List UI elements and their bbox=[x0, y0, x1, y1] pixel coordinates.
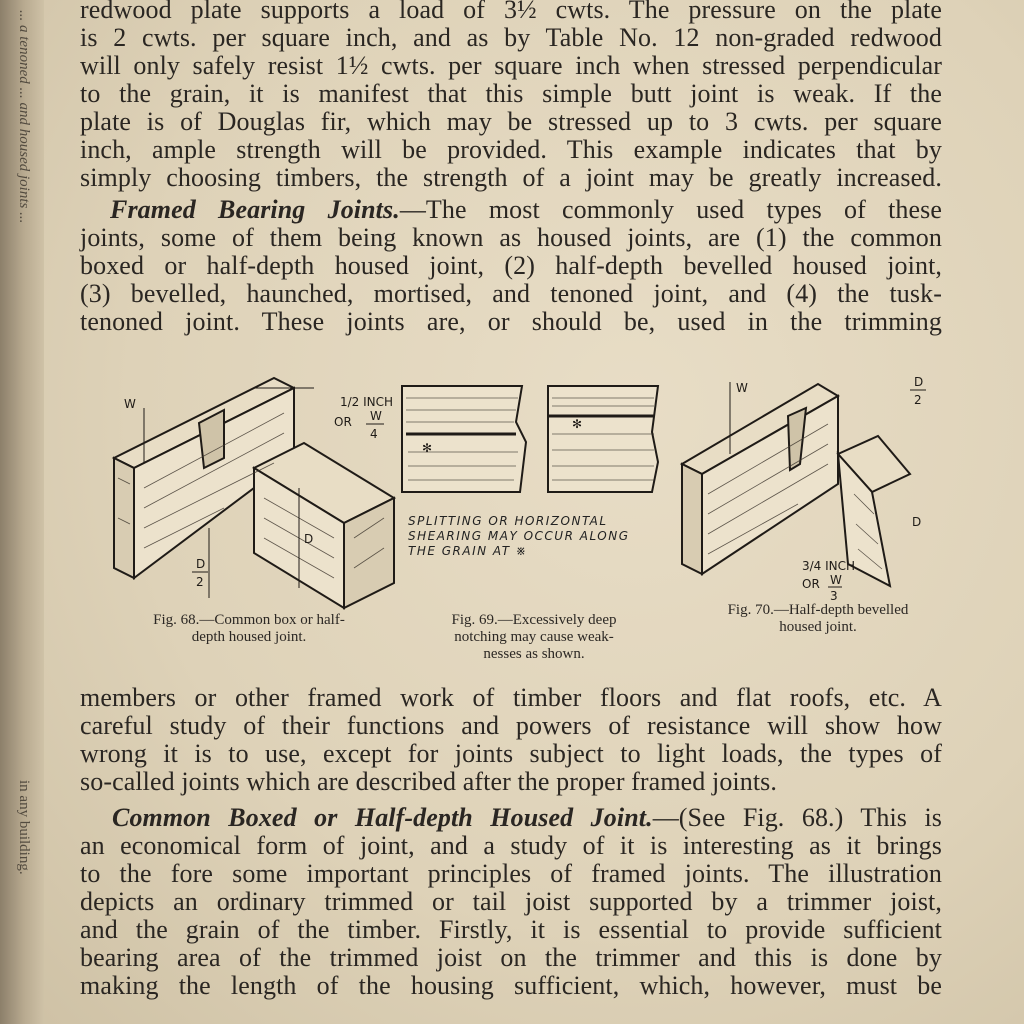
body-line: is 2 cwts. per square inch, and as by Table No. 12 non-graded redwood bbox=[80, 23, 942, 52]
fig-70-label-w-den: 3 bbox=[830, 589, 838, 603]
fig-68-label-d2-den: 2 bbox=[196, 575, 204, 589]
body-line: simply choosing timbers, the strength of a joint may be greatly increased. bbox=[80, 163, 942, 192]
fig-68-drawing bbox=[104, 368, 404, 618]
fig-70-label-d: D bbox=[912, 515, 922, 529]
fig-70-illustration bbox=[678, 374, 968, 604]
body-line: (3) bevelled, haunched, mortised, and tenoned joint, and (4) the tusk- bbox=[80, 279, 942, 308]
boxed-joint-line: Common Boxed or Half-depth Housed Joint.—(See Fig. 68.) This is bbox=[112, 803, 942, 832]
fig-69-caption: Fig. 69.—Excessively deep notching may cause weak- nesses as shown. bbox=[451, 612, 617, 662]
body-line: bearing area of the trimmed joist on the trimmer and this is done by bbox=[80, 943, 942, 972]
fig-70-label-d2-num: D bbox=[914, 375, 924, 389]
fig-70-label-34: 3/4 INCH bbox=[802, 559, 856, 573]
body-line: to the fore some important principles of framed joints. The illustration bbox=[80, 859, 942, 888]
body-line: to the grain, it is manifest that this simple butt joint is weak. If the bbox=[80, 79, 942, 108]
fig-68-label-w-num: W bbox=[370, 409, 382, 423]
fig-68-label-or: OR bbox=[334, 415, 352, 429]
gutter-text-bottom: in any building. bbox=[16, 780, 32, 875]
fig-69-marker-1: ✻ bbox=[422, 441, 433, 455]
body-line: careful study of their functions and powers of resistance will show how bbox=[80, 711, 942, 740]
fig-68-illustration bbox=[104, 368, 404, 618]
fig-70-label-w: W bbox=[736, 381, 748, 395]
fig-70-label-w-num: W bbox=[830, 573, 842, 587]
fig-70-drawing bbox=[678, 374, 968, 604]
fig-68-caption: Fig. 68.—Common box or half- depth housed joint. bbox=[153, 612, 345, 645]
fig-70-caption: Fig. 70.—Half-depth bevelled housed joint. bbox=[727, 602, 909, 635]
body-line: redwood plate supports a load of 3½ cwts. The pressure on the plate bbox=[80, 0, 942, 24]
body-line: tenoned joint. These joints are, or should be, used in the trimming bbox=[80, 307, 942, 336]
fig-69-note: SPLITTING OR HORIZONTAL SHEARING MAY OCCUR ALONG THE GRAIN AT ※ bbox=[408, 514, 630, 558]
body-line: wrong it is to use, except for joints subject to light loads, the types of bbox=[80, 739, 942, 768]
book-gutter bbox=[0, 0, 44, 1024]
fig-68-label-w: W bbox=[124, 397, 136, 411]
figures-area bbox=[44, 368, 1024, 688]
body-line: inch, ample strength will be provided. This example indicates that by bbox=[80, 135, 942, 164]
body-line: so-called joints which are described after the proper framed joints. bbox=[80, 767, 777, 796]
gutter-text-top: ... a tenoned ... and housed joints ... bbox=[16, 10, 32, 224]
fig-68-label-d2-num: D bbox=[196, 557, 206, 571]
body-line: and the grain of the timber. Firstly, it is essential to provide sufficient bbox=[80, 915, 942, 944]
fig-68-label-half-inch: 1/2 INCH bbox=[340, 395, 394, 409]
framed-bearing-line: Framed Bearing Joints.—The most commonly used types of these bbox=[110, 195, 942, 224]
fig-70-label-or: OR bbox=[802, 577, 820, 591]
body-line: plate is of Douglas fir, which may be stressed up to 3 cwts. per square bbox=[80, 107, 942, 136]
fig-69-marker-2: ✻ bbox=[572, 417, 583, 431]
body-line: will only safely resist 1½ cwts. per square inch when stressed perpendicular bbox=[80, 51, 942, 80]
body-line: an economical form of joint, and a study of it is interesting as it brings bbox=[80, 831, 942, 860]
fig-68-label-w-den: 4 bbox=[370, 427, 378, 441]
fig-69-illustration bbox=[396, 382, 676, 502]
body-line: joints, some of them being known as housed joints, are (1) the common bbox=[80, 223, 942, 252]
section-heading-common-boxed-joint: Common Boxed or Half-depth Housed Joint. bbox=[112, 803, 653, 832]
body-line: members or other framed work of timber floors and flat roofs, etc. A bbox=[80, 683, 942, 712]
fig-69-drawing bbox=[396, 382, 676, 502]
body-line: depicts an ordinary trimmed or tail joist supported by a trimmer joist, bbox=[80, 887, 942, 916]
fig-70-label-d2-den: 2 bbox=[914, 393, 922, 407]
fig-68-label-d: D bbox=[304, 532, 314, 546]
body-line: boxed or half-depth housed joint, (2) half-depth bevelled housed joint, bbox=[80, 251, 942, 280]
body-line: making the length of the housing sufficient, which, however, must be bbox=[80, 971, 942, 1000]
section-heading-framed-bearing-joints: Framed Bearing Joints. bbox=[110, 195, 400, 224]
